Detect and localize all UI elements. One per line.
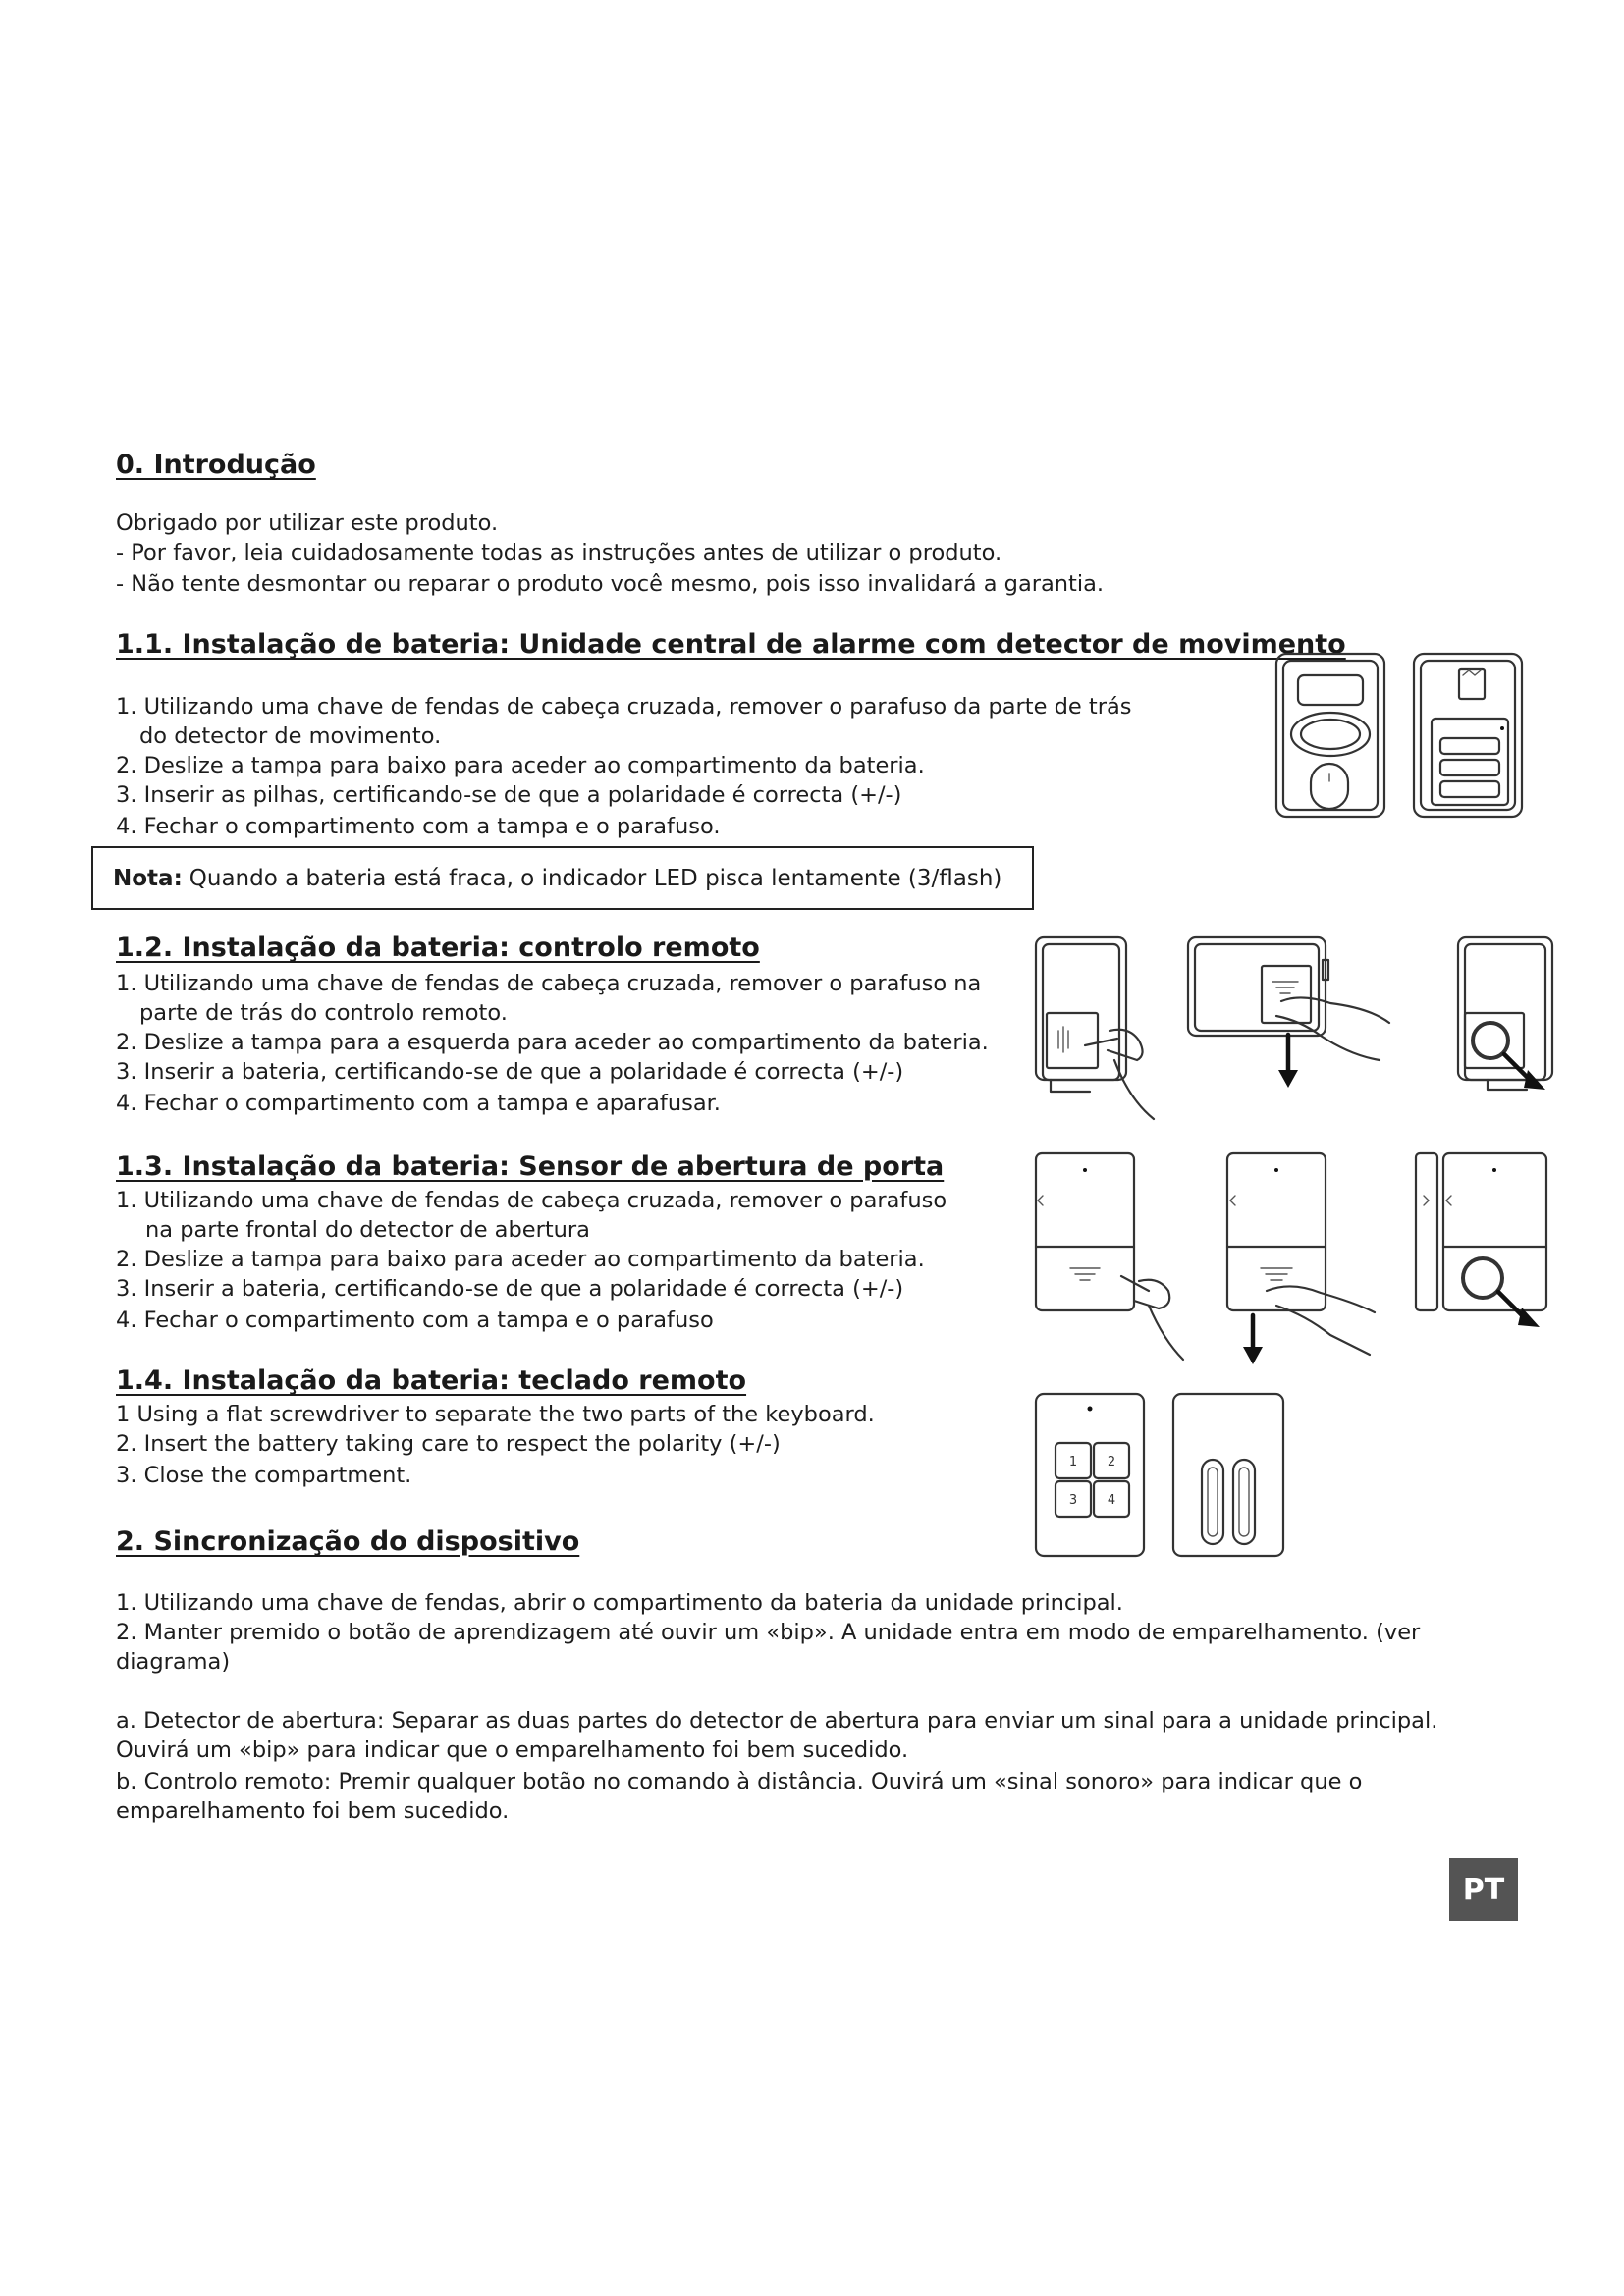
step-line: b. Controlo remoto: Premir qualquer botão no comando à distância. Ouvirá um «sinal sonoro» para indicar que o [116, 1769, 1363, 1794]
keypad-key-3: 3 [1068, 1493, 1078, 1508]
remote-control-illustration [1031, 933, 1561, 1129]
intro-line: - Por favor, leia cuidadosamente todas as instruções antes de utilizar o produto. [116, 540, 1002, 565]
section-1-1-text [116, 692, 1131, 841]
step-line: a. Detector de abertura: Separar as duas partes do detector de abertura para enviar um sinal para a unidade principal. [116, 1708, 1438, 1734]
step-line: do detector de movimento. [139, 723, 442, 749]
section-1-3-text [116, 1186, 947, 1335]
step-line: 3. Inserir as pilhas, certificando-se de que a polaridade é correcta (+/-) [116, 782, 902, 808]
intro-line: Obrigado por utilizar este produto. [116, 510, 499, 536]
section-1-4-text [116, 1400, 875, 1490]
step-line: 2. Deslize a tampa para a esquerda para aceder ao compartimento da bateria. [116, 1030, 989, 1055]
remote-step-1 [1036, 937, 1154, 1119]
keypad-front [1036, 1394, 1144, 1556]
step-line: 4. Fechar o compartimento com a tampa e o parafuso [116, 1308, 714, 1333]
note-label: Nota: [113, 865, 183, 891]
step-line: 2. Deslize a tampa para baixo para aceder ao compartimento da bateria. [116, 1247, 925, 1272]
step-line: diagrama) [116, 1649, 231, 1675]
note-text: Quando a bateria está fraca, o indicador LED pisca lentamente (3/flash) [189, 865, 1002, 891]
motion-detector-back [1414, 654, 1522, 817]
keypad-back [1173, 1394, 1283, 1556]
step-line: 4. Fechar o compartimento com a tampa e aparafusar. [116, 1091, 721, 1116]
door-sensor-step-3 [1416, 1153, 1546, 1327]
door-sensor-step-2 [1227, 1153, 1375, 1364]
keypad-key-2: 2 [1107, 1455, 1116, 1469]
language-badge: PT [1449, 1858, 1518, 1921]
step-line: 3. Inserir a bateria, certificando-se de que a polaridade é correcta (+/-) [116, 1059, 904, 1085]
step-line: 2. Insert the battery taking care to respect the polarity (+/-) [116, 1431, 781, 1457]
step-line: 1. Utilizando uma chave de fendas de cabeça cruzada, remover o parafuso [116, 1188, 947, 1213]
remote-step-2 [1188, 937, 1389, 1088]
motion-detector-front [1276, 654, 1384, 817]
step-line: na parte frontal do detector de abertura [145, 1217, 590, 1243]
section-2-text-b [116, 1706, 1437, 1826]
step-line: 3. Close the compartment. [116, 1463, 412, 1488]
door-sensor-illustration [1031, 1148, 1561, 1374]
step-line: 4. Fechar o compartimento com a tampa e o parafuso. [116, 814, 721, 839]
step-line: 3. Inserir a bateria, certificando-se de que a polaridade é correcta (+/-) [116, 1276, 904, 1302]
step-line: parte de trás do controlo remoto. [139, 1000, 508, 1026]
note-box [91, 846, 1034, 910]
section-1-1-heading: 1.1. Instalação de bateria: Unidade central de alarme com detector de movimento [116, 629, 1346, 660]
section-1-2-text [116, 969, 989, 1118]
section-1-4-heading: 1.4. Instalação da bateria: teclado remoto [116, 1365, 747, 1396]
step-line: 2. Deslize a tampa para baixo para aceder ao compartimento da bateria. [116, 753, 925, 778]
keypad-key-4: 4 [1107, 1493, 1116, 1508]
section-1-3-heading: 1.3. Instalação da bateria: Sensor de abertura de porta [116, 1151, 945, 1182]
step-line: 1. Utilizando uma chave de fendas, abrir o compartimento da bateria da unidade principal. [116, 1590, 1123, 1616]
step-line: 1. Utilizando uma chave de fendas de cabeça cruzada, remover o parafuso na [116, 971, 982, 996]
motion-detector-illustration [1267, 648, 1532, 825]
section-2-text [116, 1588, 1420, 1677]
step-line: 2. Manter premido o botão de aprendizagem até ouvir um «bip». A unidade entra em modo de emparelhamento. (ver [116, 1620, 1421, 1645]
step-line: Ouvirá um «bip» para indicar que o emparelhamento foi bem sucedido. [116, 1737, 909, 1763]
step-line: 1 Using a flat screwdriver to separate the two parts of the keyboard. [116, 1402, 875, 1427]
door-sensor-step-1 [1036, 1153, 1183, 1360]
section-2-heading: 2. Sincronização do dispositivo [116, 1526, 580, 1557]
section-1-2-heading: 1.2. Instalação da bateria: controlo remoto [116, 933, 760, 963]
keypad-key-1: 1 [1068, 1455, 1078, 1469]
intro-line: - Não tente desmontar ou reparar o produto você mesmo, pois isso invalidará a garantia. [116, 571, 1105, 597]
step-line: emparelhamento foi bem sucedido. [116, 1798, 510, 1824]
intro-heading: 0. Introdução [116, 450, 316, 480]
remote-step-3 [1458, 937, 1552, 1090]
intro-text [116, 508, 1104, 599]
keypad-illustration [1031, 1389, 1306, 1566]
step-line: 1. Utilizando uma chave de fendas de cabeça cruzada, remover o parafuso da parte de trás [116, 694, 1132, 720]
